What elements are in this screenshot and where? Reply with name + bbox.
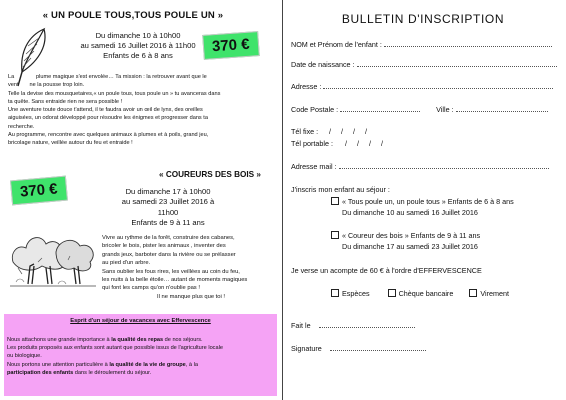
forest-illustration-icon (8, 222, 98, 290)
info-line: Nous portons une attention particulière à la qualité de la vie de groupe, à la (7, 361, 198, 368)
birth-label: Date de naissance : (291, 60, 355, 69)
address-label: Adresse : (291, 82, 322, 91)
option2-dates: Du dimanche 17 au samedi 23 Juillet 2016 (342, 242, 478, 251)
payment-methods (331, 289, 509, 298)
tel-fixe-label: Tél fixe : (291, 127, 319, 136)
info-box-title: Esprit d'un séjour de vacances avec Effervescence (70, 318, 211, 324)
camp2-text-line: au pied d'un arbre. (102, 260, 151, 267)
postal-row (291, 105, 548, 114)
info-box-text (7, 336, 275, 377)
cheque-label: Chèque bancaire (398, 289, 454, 298)
info-line: Les produits proposés aux enfants sont autant que possible issus de l'agriculture locale (7, 345, 223, 352)
email-field[interactable] (339, 162, 549, 169)
option2-label: « Coureur des bois » Enfants de 9 à 11 ans (342, 231, 481, 240)
camp1-text-line: Au programme, rencontre avec quelques animaux à plumes et à poils, grand jeu, (8, 132, 209, 139)
camp1-text-line: vent ne la pousse trop loin. (8, 82, 85, 89)
option1-dates: Du dimanche 10 au samedi 16 Juillet 2016 (342, 208, 478, 217)
tel-fixe-row (291, 127, 367, 136)
postal-field[interactable] (340, 105, 420, 112)
name-row (291, 40, 552, 49)
option2-checkbox[interactable] (331, 231, 339, 239)
birth-row (291, 60, 557, 69)
camp2-text-line: grands jeux, barboter dans la rivière ou se prélasser (102, 251, 236, 258)
name-field[interactable] (384, 40, 552, 47)
camp2-text-line: bricoler le bois, pister les animaux , inventer des (102, 243, 226, 250)
camp1-title: « UN POULE TOUS,TOUS POULE UN » (42, 10, 224, 21)
camp1-date-end: au samedi 16 Juillet 2016 à 11h00 (80, 41, 196, 51)
camp1-text-line: Une aventure toute douce t'attend, il te faudra avoir un œil de lynx, des oreilles (8, 107, 203, 114)
transfer-checkbox[interactable] (469, 289, 477, 297)
postal-label: Code Postale : (291, 105, 339, 114)
enroll-label: J'inscris mon enfant au séjour : (291, 185, 390, 194)
transfer-label: Virement (480, 289, 509, 298)
address-row (291, 82, 553, 91)
page-divider (282, 0, 283, 400)
birth-field[interactable] (357, 60, 557, 67)
address-field[interactable] (323, 82, 553, 89)
camp2-text-line: Sans oublier les fous rires, les veillées au coin du feu, (102, 268, 240, 275)
camp1-text-line: ta quête. Sans entraide rien ne sera possible ! (8, 98, 123, 105)
camp2-text-line: les nuits à la belle étoile… autant de moments magiques (102, 277, 248, 284)
camp1-description (8, 73, 280, 148)
info-line: Nous attachons une grande importance à la qualité des repas de nos séjours. (7, 337, 203, 343)
form-title: BULLETIN D'INSCRIPTION (341, 12, 505, 26)
option1-checkbox[interactable] (331, 197, 339, 205)
camp1-dates (58, 31, 218, 62)
camp2-title: « COUREURS DES BOIS » (159, 170, 261, 179)
camp2-age-range: Enfants de 9 à 11 ans (131, 218, 205, 228)
option1-label: « Tous poule un, un poule tous » Enfants de 6 à 8 ans (342, 197, 514, 206)
cash-label: Espèces (342, 289, 370, 298)
camp1-age-range: Enfants de 6 à 8 ans (103, 51, 173, 61)
cash-checkbox[interactable] (331, 289, 339, 297)
email-label: Adresse mail : (291, 162, 337, 171)
camp1-text-line: bricolage nature, veillée autour du feu et entraide ! (8, 140, 133, 147)
camp2-text-line: Vivre au rythme de la forêt, construire des cabanes, (102, 235, 235, 241)
camp1-price-badge: 370 € (202, 31, 259, 60)
tel-portable-field[interactable]: / / / / (345, 139, 383, 148)
camp1-text-line: aiguisées, un odorat développé pour résoudre les énigmes et progresser dans ta (8, 115, 208, 122)
option1-row[interactable] (331, 197, 514, 206)
camp2-description (102, 234, 280, 301)
info-line: ou biologique. (7, 353, 42, 360)
signature-label: Signature (291, 344, 322, 353)
fait-le-label: Fait le (291, 321, 311, 330)
camp1-text-line: La plume magique s'est envolée… Ta mission : la retrouver avant que le (8, 74, 207, 80)
camp2-price-badge: 370 € (10, 176, 68, 206)
camp2-date-start: Du dimanche 17 à 10h00 (125, 187, 211, 196)
signature-field[interactable] (330, 344, 426, 351)
tel-portable-row (291, 139, 383, 148)
camp2-date-end: au samedi 23 Juillet 2016 à 11h00 (121, 197, 215, 217)
fait-le-row (291, 321, 415, 330)
camp1-date-start: Du dimanche 10 à 10h00 (95, 31, 181, 40)
camp1-text-line: recherche. (8, 123, 35, 130)
option2-row[interactable] (331, 231, 480, 240)
tel-fixe-field[interactable]: / / / / (329, 127, 367, 136)
tel-portable-label: Tél portable : (291, 139, 333, 148)
fait-le-field[interactable] (319, 321, 415, 328)
city-field[interactable] (456, 105, 548, 112)
cheque-checkbox[interactable] (388, 289, 396, 297)
city-label: Ville : (436, 105, 454, 114)
camp2-dates (113, 187, 223, 229)
camp1-text-line: Telle la devise des mousquetaires,« un poule tous, tous poule un » tu avanceras dans (8, 90, 221, 97)
camp2-closing: Il ne manque plus que toi ! (157, 293, 225, 300)
camp2-text-line: qui font les camps qu'on n'oublie pas ! (102, 285, 200, 292)
info-line: participation des enfants dans le déroulement du séjour. (7, 369, 152, 376)
name-label: NOM et Prénom de l'enfant : (291, 40, 382, 49)
payment-label: Je verse un acompte de 60 € à l'ordre d'EFFERVESCENCE (291, 266, 482, 275)
signature-row (291, 344, 426, 353)
email-row (291, 162, 549, 171)
